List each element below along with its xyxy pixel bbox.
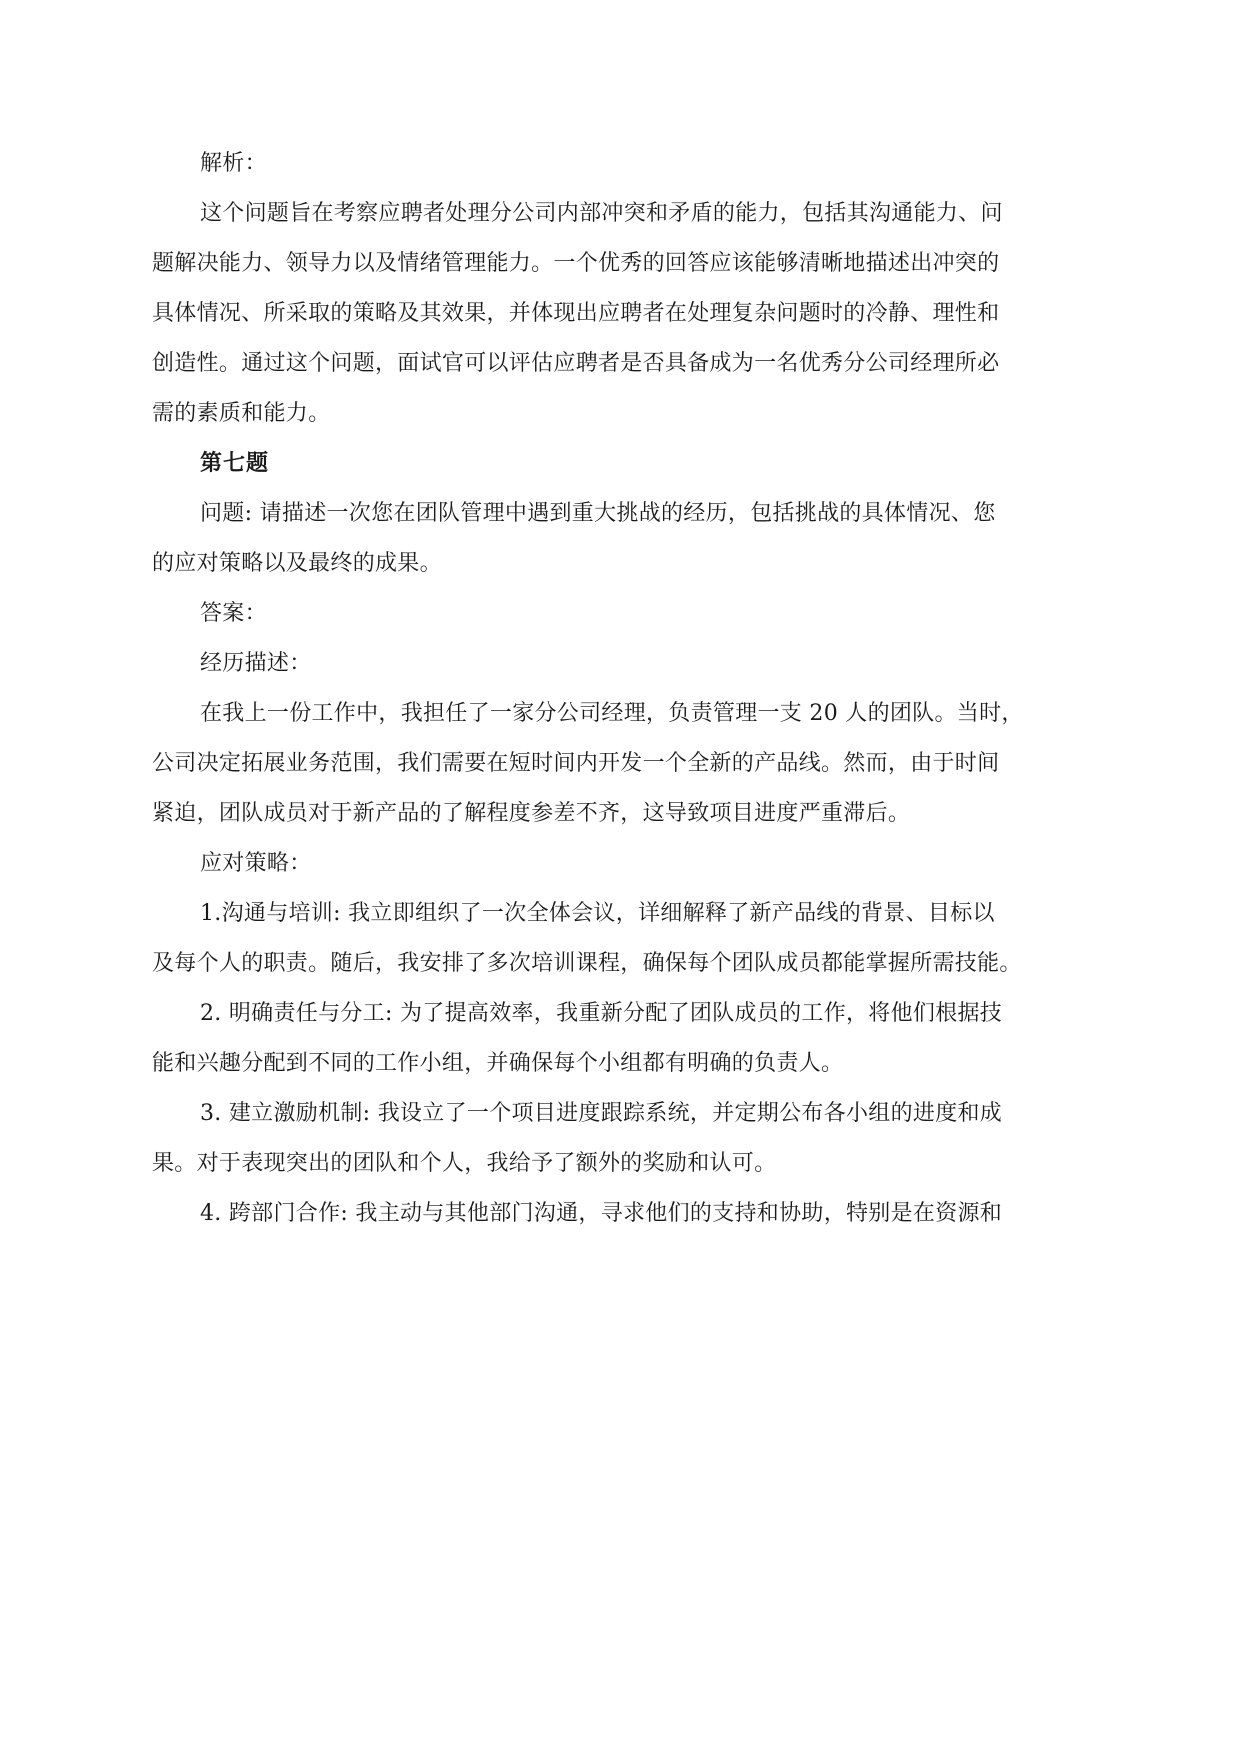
strategy-item-1-line: 1.沟通与培训: 我立即组织了一次全体会议，详细解释了新产品线的背景、目标以 [200,901,995,926]
experience-label: 经历描述： [200,651,312,676]
experience-text-line: 公司决定拓展业务范围，我们需要在短时间内开发一个全新的产品线。然而，由于时间 [152,751,1000,776]
section-heading-question-7: 第七题 [200,451,270,476]
answer-label: 答案： [200,601,267,626]
analysis-label: 解析： [200,151,267,176]
analysis-text-line: 具体情况、所采取的策略及其效果，并体现出应聘者在处理复杂问题时的冷静、理性和 [152,301,1000,326]
strategy-item-3-line: 3. 建立激励机制: 我设立了一个项目进度跟踪系统，并定期公布各小组的进度和成 [200,1101,1003,1126]
analysis-text-line: 这个问题旨在考察应聘者处理分公司内部冲突和矛盾的能力，包括其沟通能力、问 [200,201,1003,226]
strategy-item-2-line: 能和兴趣分配到不同的工作小组，并确保每个小组都有明确的负责人。 [152,1051,844,1076]
analysis-text-line: 题解决能力、领导力以及情绪管理能力。一个优秀的回答应该能够清晰地描述出冲突的 [152,251,1000,276]
question-text-line: 的应对策略以及最终的成果。 [152,551,442,576]
question-text-line: 问题: 请描述一次您在团队管理中遇到重大挑战的经历，包括挑战的具体情况、您 [200,501,996,526]
analysis-text-line: 创造性。通过这个问题，面试官可以评估应聘者是否具备成为一名优秀分公司经理所必 [152,351,1000,376]
document-body [152,139,1092,1239]
strategy-item-4-line: 4. 跨部门合作: 我主动与其他部门沟通，寻求他们的支持和协助，特别是在资源和 [200,1201,1003,1226]
strategy-label: 应对策略： [200,851,312,876]
experience-text-line: 在我上一份工作中，我担任了一家分公司经理，负责管理一支 20 人的团队。当时， [200,701,1024,726]
strategy-item-2-line: 2. 明确责任与分工: 为了提高效率，我重新分配了团队成员的工作，将他们根据技 [200,1001,1003,1026]
analysis-text-line: 需的素质和能力。 [152,401,331,426]
experience-text-line: 紧迫，团队成员对于新产品的了解程度参差不齐，这导致项目进度严重滞后。 [152,801,911,826]
strategy-item-1-line: 及每个人的职责。随后，我安排了多次培训课程，确保每个团队成员都能掌握所需技能。 [152,951,1022,976]
strategy-item-3-line: 果。对于表现突出的团队和个人，我给予了额外的奖励和认可。 [152,1151,777,1176]
